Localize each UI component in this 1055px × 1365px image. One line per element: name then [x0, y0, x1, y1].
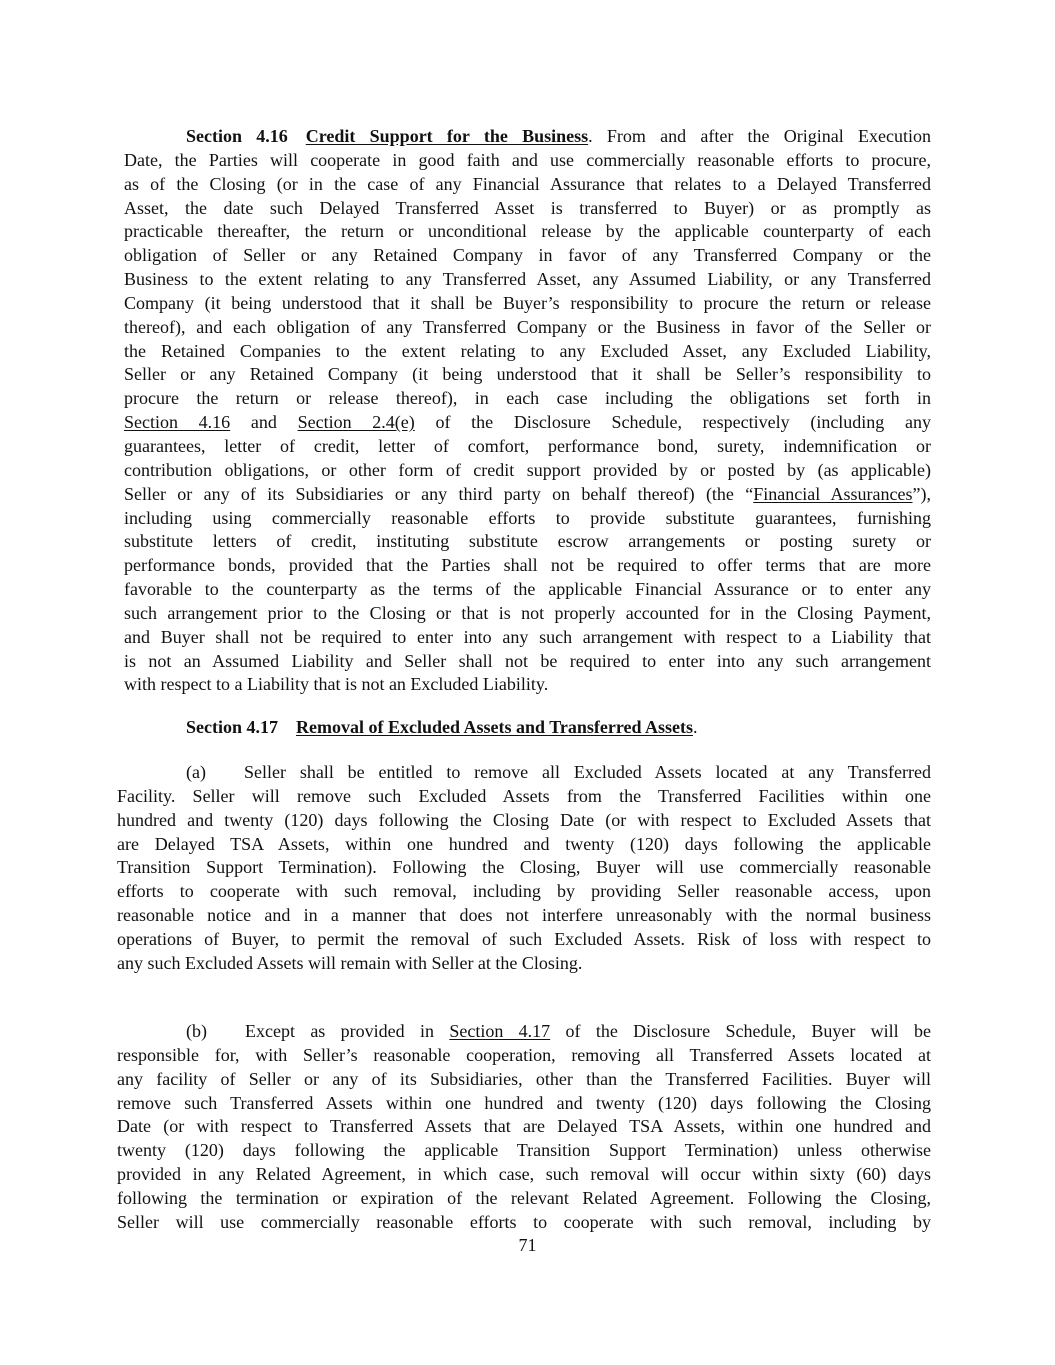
section-4-17-heading	[117, 716, 931, 740]
text-line	[117, 1068, 931, 1092]
text-run: is not an Assumed Liability and Seller shall not be required to enter into any such arrangement	[124, 650, 931, 671]
text-run: provided in any Related Agreement, in which case, such removal will occur within sixty (60) days	[117, 1164, 931, 1185]
text-line	[124, 363, 931, 387]
text-line	[117, 716, 931, 740]
text-line	[124, 626, 931, 650]
text-line	[124, 173, 931, 197]
text-run: Date, the Parties will cooperate in good faith and use commercially reasonable efforts to procure,	[124, 149, 931, 170]
text-line	[117, 1211, 931, 1235]
text-run: ”),	[912, 483, 931, 504]
text-line	[117, 1044, 931, 1068]
text-run: including using commercially reasonable efforts to provide substitute guarantees, furnishing	[124, 507, 931, 528]
text-line	[124, 411, 931, 435]
text-run: Seller or any of its Subsidiaries or any third party on behalf thereof) (the “	[124, 483, 754, 504]
text-run: procure the return or release thereof), in each case including the obligations set forth in	[124, 388, 931, 409]
section-4-17-b-paragraph	[117, 1020, 931, 1235]
text-line	[117, 1163, 931, 1187]
text-run: any facility of Seller or any of its Subsidiaries, other than the Transferred Facilities. Buyer will	[117, 1068, 931, 1089]
text-line	[117, 1092, 931, 1116]
text-line	[117, 880, 931, 904]
text-line	[124, 244, 931, 268]
text-line	[124, 292, 931, 316]
text-run: Facility. Seller will remove such Excluded Assets from the Transferred Facilities within one	[117, 785, 931, 806]
text-line	[117, 1187, 931, 1211]
text-line	[124, 340, 931, 364]
text-line	[124, 554, 931, 578]
text-line	[117, 785, 931, 809]
section-heading-title: Removal of Excluded Assets and Transferred Assets	[296, 717, 694, 737]
text-line	[117, 928, 931, 952]
text-run: the Retained Companies to the extent relating to any Excluded Asset, any Excluded Liability,	[124, 340, 931, 361]
text-line	[124, 673, 931, 697]
text-run: operations of Buyer, to permit the removal of such Excluded Assets. Risk of loss with respect to	[117, 928, 931, 949]
text-run: following the termination or expiration of the relevant Related Agreement. Following the Closing,	[117, 1187, 931, 1208]
text-line	[124, 197, 931, 221]
text-run: Asset, the date such Delayed Transferred Asset is transferred to Buyer) or as promptly as	[124, 197, 931, 218]
cross-reference: Section 2.4(e)	[297, 412, 415, 433]
page-number: 71	[518, 1235, 537, 1255]
text-line	[124, 530, 931, 554]
text-line	[117, 856, 931, 880]
text-run: hundred and twenty (120) days following the Closing Date (or with respect to Excluded Assets that	[117, 809, 931, 830]
text-line	[124, 459, 931, 483]
text-run: reasonable notice and in a manner that does not interfere unreasonably with the normal business	[117, 905, 931, 926]
text-run: responsible for, with Seller’s reasonable cooperation, removing all Transferred Assets located at	[117, 1044, 931, 1065]
text-line	[124, 387, 931, 411]
text-line	[124, 435, 931, 459]
text-run: efforts to cooperate with such removal, including by providing Seller reasonable access, upon	[117, 881, 931, 902]
text-run: thereof), and each obligation of any Transferred Company or the Business in favor of the Seller or	[124, 316, 931, 337]
text-run: are Delayed TSA Assets, within one hundred and twenty (120) days following the applicable	[117, 833, 931, 854]
section-number: Section 4.16	[186, 126, 288, 146]
text-line	[124, 602, 931, 626]
text-line	[117, 761, 931, 785]
text-run: Except as provided in	[245, 1021, 450, 1041]
text-line	[124, 507, 931, 531]
text-line	[117, 809, 931, 833]
text-run: and Buyer shall not be required to enter into any such arrangement with respect to a Liability that	[124, 626, 931, 647]
text-run: Seller will use commercially reasonable efforts to cooperate with such removal, including by	[117, 1211, 931, 1232]
text-line	[124, 483, 931, 507]
text-run: Seller shall be entitled to remove all Excluded Assets located at any Transferred	[243, 762, 931, 782]
text-run: any such Excluded Assets will remain with Seller at the Closing.	[117, 952, 583, 973]
text-run: as of the Closing (or in the case of any Financial Assurance that relates to a Delayed Transferred	[124, 173, 931, 194]
text-run: Transition Support Termination). Following the Closing, Buyer will use commercially reasonable	[117, 857, 931, 878]
text-run: .	[693, 717, 698, 737]
text-run: practicable thereafter, the return or unconditional release by the applicable counterparty of each	[124, 221, 931, 242]
text-run: guarantees, letter of credit, letter of comfort, performance bond, surety, indemnification or	[124, 435, 931, 456]
text-line	[124, 650, 931, 674]
section-4-17-a-paragraph	[117, 761, 931, 976]
text-run: . From and after the Original Execution	[588, 126, 931, 146]
section-4-16-paragraph	[124, 125, 931, 697]
text-run: favorable to the counterparty as the terms of the applicable Financial Assurance or to enter any	[124, 579, 931, 600]
text-run: (b)	[186, 1021, 207, 1041]
text-run: twenty (120) days following the applicable Transition Support Termination) unless otherwise	[117, 1140, 931, 1161]
text-run: Seller or any Retained Company (it being understood that it shall be Seller’s responsibility to	[124, 364, 931, 385]
text-run: performance bonds, provided that the Parties shall not be required to offer terms that are more	[124, 555, 931, 576]
text-run: Company (it being understood that it shall be Buyer’s responsibility to procure the return or release	[124, 292, 931, 313]
cross-reference: Section 4.17	[449, 1021, 551, 1041]
text-run: of the Disclosure Schedule, Buyer will be	[550, 1021, 931, 1041]
text-line	[124, 268, 931, 292]
text-run: remove such Transferred Assets within one hundred and twenty (120) days following the Closing	[117, 1092, 931, 1113]
section-heading-title: Credit Support for the Business	[305, 126, 589, 146]
text-line	[117, 1020, 931, 1044]
section-number: Section 4.17	[186, 717, 278, 737]
text-line	[117, 904, 931, 928]
text-run: substitute letters of credit, instituting substitute escrow arrangements or posting surety or	[124, 531, 931, 552]
text-line	[124, 578, 931, 602]
text-run: obligation of Seller or any Retained Company in favor of any Transferred Company or the	[124, 245, 931, 266]
text-run: (a)	[186, 762, 206, 782]
text-line	[117, 1115, 931, 1139]
text-line	[124, 125, 931, 149]
text-line	[124, 220, 931, 244]
text-run: contribution obligations, or other form of credit support provided by or posted by (as applicable)	[124, 459, 931, 480]
text-line	[117, 1139, 931, 1163]
text-line	[117, 952, 931, 976]
text-line	[117, 833, 931, 857]
cross-reference: Financial Assurances	[753, 483, 913, 504]
cross-reference: Section 4.16	[124, 412, 231, 433]
text-run: Business to the extent relating to any Transferred Asset, any Assumed Liability, or any Transferred	[124, 269, 931, 290]
text-run: Date (or with respect to Transferred Assets that are Delayed TSA Assets, within one hundred and	[117, 1116, 931, 1137]
text-line	[124, 316, 931, 340]
text-run: and	[230, 412, 298, 433]
text-run: with respect to a Liability that is not an Excluded Liability.	[124, 674, 549, 695]
text-run: of the Disclosure Schedule, respectively (including any	[414, 412, 931, 433]
text-run: such arrangement prior to the Closing or that is not properly accounted for in the Closing Payment,	[124, 602, 931, 623]
text-line	[124, 149, 931, 173]
